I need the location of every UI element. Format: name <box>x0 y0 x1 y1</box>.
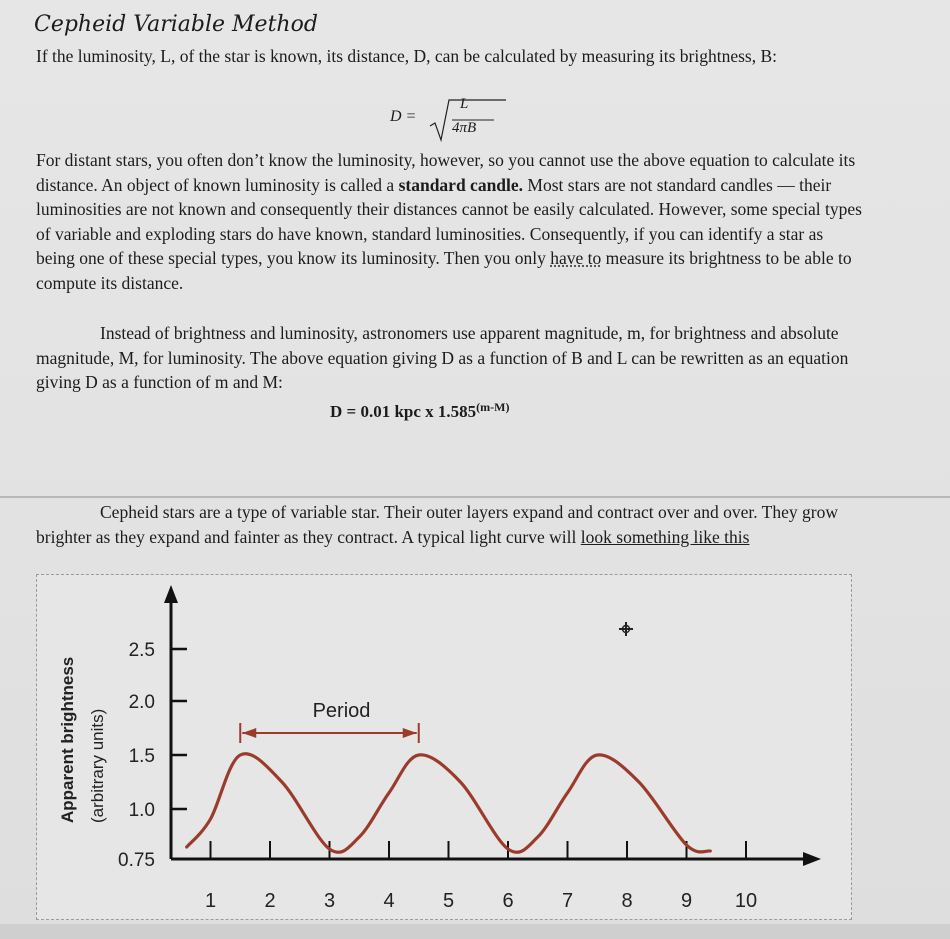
period-right-arrowhead-icon <box>403 728 417 738</box>
x-tick-label: 7 <box>561 890 574 912</box>
y-tick-label: 1.5 <box>128 746 155 767</box>
x-axis-arrow-icon <box>803 852 821 866</box>
magnitude-equation-main: D = 0.01 kpc x 1.585 <box>330 402 477 421</box>
p2-text-b: Most stars are not standard candles — their luminosities are not known and consequently their distances cannot be easily calculated. However, some special types of variable and exploding stars do have known, standard luminosities. Consequently, if you can identify a star as being one of these special types, you know its luminosity. Then you only <box>36 174 862 269</box>
page-title: Cepheid Variable Method <box>34 12 318 37</box>
x-tick-label: 4 <box>383 890 395 912</box>
y-tick-label: 1.0 <box>128 800 155 821</box>
x-tick-label: 1 <box>204 890 217 912</box>
magnitude-equation <box>330 400 509 422</box>
period-label: Period <box>312 700 371 722</box>
magnitude-paragraph: Instead of brightness and luminosity, astronomers use apparent magnitude, m, for brightness and absolute magnitude, M, for luminosity. The above equation giving D as a function of B and L can be rewritten as an equation giving D as a function of m and M: <box>36 323 849 393</box>
standard-candle-paragraph <box>36 148 866 296</box>
y-tick-label: 0.75 <box>118 850 155 871</box>
distance-equation <box>390 96 510 146</box>
x-tick-label: 10 <box>734 890 758 912</box>
light-curve-figure <box>36 574 852 920</box>
cepheid-paragraph <box>36 500 848 549</box>
p2-text-c: measure its brightness to be able to compute its distance. <box>36 248 852 293</box>
p2-text-a: For distant stars, you often don’t know the luminosity, however, so you cannot use the above equation to calculate its distance. An object of known luminosity is called a <box>36 150 856 195</box>
equation-numerator: L <box>460 96 469 112</box>
x-tick-label: 3 <box>323 890 336 912</box>
x-tick-label: 8 <box>621 890 633 912</box>
equation-lhs: D = <box>390 108 417 125</box>
bottom-strip <box>0 924 950 939</box>
have-to-underline: have to <box>550 248 602 269</box>
x-ticks <box>205 841 757 912</box>
section-divider <box>0 496 950 498</box>
period-annotation <box>240 700 419 743</box>
x-tick-label: 9 <box>680 890 693 912</box>
magnitude-equation-exponent: (m-M) <box>476 400 510 414</box>
y-axis-arrow-icon <box>164 585 178 603</box>
equation-denominator: 4πB <box>452 120 477 136</box>
chart-axes <box>164 585 821 866</box>
y-axis-label: Apparent brightness <box>58 656 77 823</box>
p4-text: Cepheid stars are a type of variable star. Their outer layers expand and contract over and over. They grow brighter as they expand and fainter as they contract. A typical light curve will <box>36 502 838 547</box>
x-tick-label: 2 <box>264 890 276 912</box>
light-curve-intro: look something like this <box>580 526 750 547</box>
light-curve-line <box>187 754 711 853</box>
move-cursor-icon <box>619 622 633 636</box>
intro-paragraph: If the luminosity, L, of the star is known, its distance, D, can be calculated by measuring its brightness, B: <box>36 46 778 66</box>
y-tick-label: 2.0 <box>128 692 155 713</box>
period-left-arrowhead-icon <box>242 728 256 738</box>
y-axis-label-units: (arbitrary units) <box>88 708 107 823</box>
light-curve-chart <box>37 575 851 919</box>
x-tick-label: 6 <box>502 890 514 912</box>
y-ticks <box>118 640 187 871</box>
x-tick-label: 5 <box>442 890 455 912</box>
y-tick-label: 2.5 <box>128 640 155 661</box>
standard-candle-term: standard candle. <box>398 174 524 195</box>
